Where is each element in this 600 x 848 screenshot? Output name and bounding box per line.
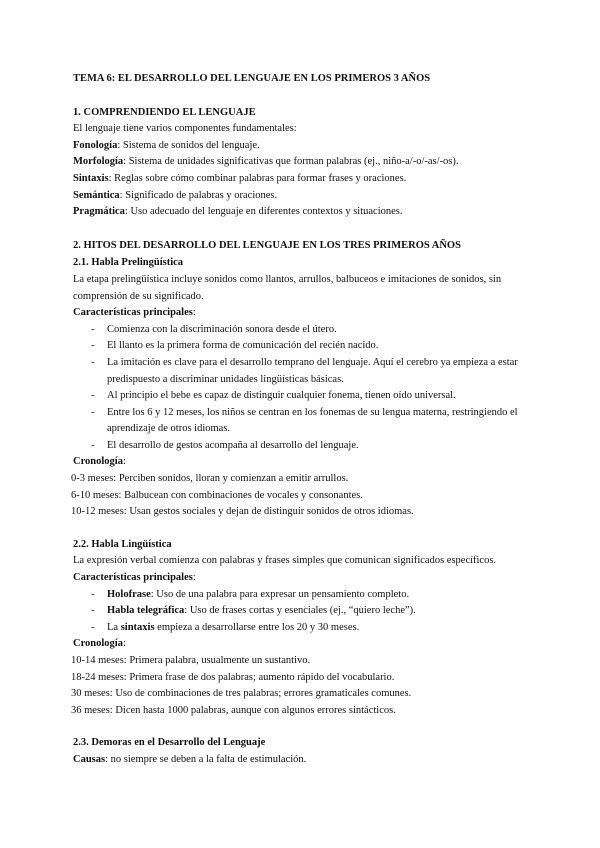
dash-bullet: - <box>91 340 95 352</box>
section-1-intro: El lenguaje tiene varios componentes fundamentales: <box>73 123 297 135</box>
section-1-heading: 1. COMPRENDIENDO EL LENGUAJE <box>73 106 256 118</box>
list-item: - El llanto es la primera forma de comunicación del recién nacido. <box>73 338 533 355</box>
dash-bullet: - <box>91 588 95 600</box>
causes-line: Causas: no siempre se deben a la falta de estimulación. <box>73 753 307 765</box>
dash-bullet: - <box>91 356 95 368</box>
section-2-heading: 2. HITOS DEL DESARROLLO DEL LENGUAJE EN LOS TRES PRIMEROS AÑOS <box>73 239 461 251</box>
list-item: - La sintaxis empieza a desarrollarse entre los 20 y 30 meses. <box>73 620 533 637</box>
list-item: - Habla telegráfica: Uso de frases cortas y esenciales (ej., “quiero leche”). <box>73 603 533 620</box>
dash-bullet: - <box>91 439 95 451</box>
definition: : Uso adecuado del lenguaje en diferentes contextos y situaciones. <box>124 206 403 218</box>
subsection-2-1-heading: 2.1. Habla Prelingüística <box>73 257 184 269</box>
term: Sintaxis <box>73 172 109 184</box>
subsection-2-1 <box>73 255 533 521</box>
dash-bullet: - <box>91 621 95 633</box>
document-content <box>73 71 533 769</box>
chronology-entry: 36 meses: Dicen hasta 1000 palabras, aunque con algunos errores sintácticos. <box>71 704 396 716</box>
dash-bullet: - <box>91 390 95 402</box>
dash-bullet: - <box>91 605 95 617</box>
characteristics-label: Características principales: <box>73 307 196 319</box>
chronology-label: Cronología: <box>73 638 126 650</box>
dash-bullet: - <box>91 323 95 335</box>
characteristics-label: Características principales: <box>73 572 196 584</box>
subsection-2-3-heading: 2.3. Demoras en el Desarrollo del Lenguaje <box>73 737 266 749</box>
list-item: - Al principio el bebe es capaz de distinguir cualquier fonema, tienen oído universal. <box>73 388 533 405</box>
subsection-2-2 <box>73 537 533 720</box>
subsection-2-2-heading: 2.2. Habla Lingüística <box>73 538 172 550</box>
subsection-2-3 <box>73 735 533 768</box>
definition: : Significado de palabras y oraciones. <box>119 189 278 201</box>
definition: : Reglas sobre cómo combinar palabras para formar frases y oraciones. <box>108 172 407 184</box>
term: Pragmática <box>73 206 125 218</box>
term: Fonología <box>73 139 118 151</box>
section-1 <box>73 105 533 221</box>
paragraph-line: La expresión verbal comienza con palabras y frases simples que comunican significados específicos. <box>73 555 497 567</box>
chronology-entry: 30 meses: Uso de combinaciones de tres palabras; errores gramaticales comunes. <box>71 688 412 700</box>
component-pragmatica <box>73 204 533 221</box>
chronology-entry: 0-3 meses: Perciben sonidos, lloran y comienzan a emitir arrullos. <box>71 473 349 485</box>
section-2 <box>73 238 533 769</box>
chronology-label: Cronología: <box>73 456 126 468</box>
definition: : Sistema de sonidos del lenguaje. <box>117 139 260 151</box>
paragraph-line: La etapa prelingüística incluye sonidos como llantos, arrullos, balbuceos e imitaciones de sonidos, sin <box>73 273 502 285</box>
list-item: - El desarrollo de gestos acompaña al desarrollo del lenguaje. <box>73 438 533 455</box>
list-item: - La imitación es clave para el desarrollo temprano del lenguaje. Aquí el cerebro ya empieza a estar predispuesto a discriminar unidades lingüísticas básicas. <box>91 356 518 385</box>
document-title: TEMA 6: EL DESARROLLO DEL LENGUAJE EN LOS PRIMEROS 3 AÑOS <box>73 73 431 84</box>
component-fonologia <box>73 138 533 155</box>
chronology-entry: 10-14 meses: Primera palabra, usualmente un sustantivo. <box>71 655 311 666</box>
list-item: - Holofrase: Uso de una palabra para expresar un pensamiento completo. <box>73 587 533 604</box>
chronology-entry: 10-12 meses: Usan gestos sociales y dejan de distinguir sonidos de otros idiomas. <box>71 506 414 518</box>
paragraph-line: comprensión de su significado. <box>73 290 204 302</box>
term: Morfología <box>73 156 124 168</box>
chronology-entry: 6-10 meses: Balbucean con combinaciones de vocales y consonantes. <box>71 489 363 501</box>
component-morfologia <box>73 154 533 171</box>
list-item: - Comienza con la discriminación sonora desde el útero. <box>73 322 533 339</box>
term: Semántica <box>73 189 120 201</box>
component-semantica <box>73 188 533 205</box>
list-item: - Entre los 6 y 12 meses, los niños se centran en los fonemas de su lengua materna, restringiendo el aprendizaje de otros idiomas. <box>91 406 518 435</box>
chronology-entry: 18-24 meses: Primera frase de dos palabras; aumento rápido del vocabulario. <box>71 671 395 683</box>
component-sintaxis <box>73 171 533 188</box>
dash-bullet: - <box>91 406 95 418</box>
definition: : Sistema de unidades significativas que forman palabras (ej., niño-a/-o/-as/-os). <box>123 156 459 168</box>
